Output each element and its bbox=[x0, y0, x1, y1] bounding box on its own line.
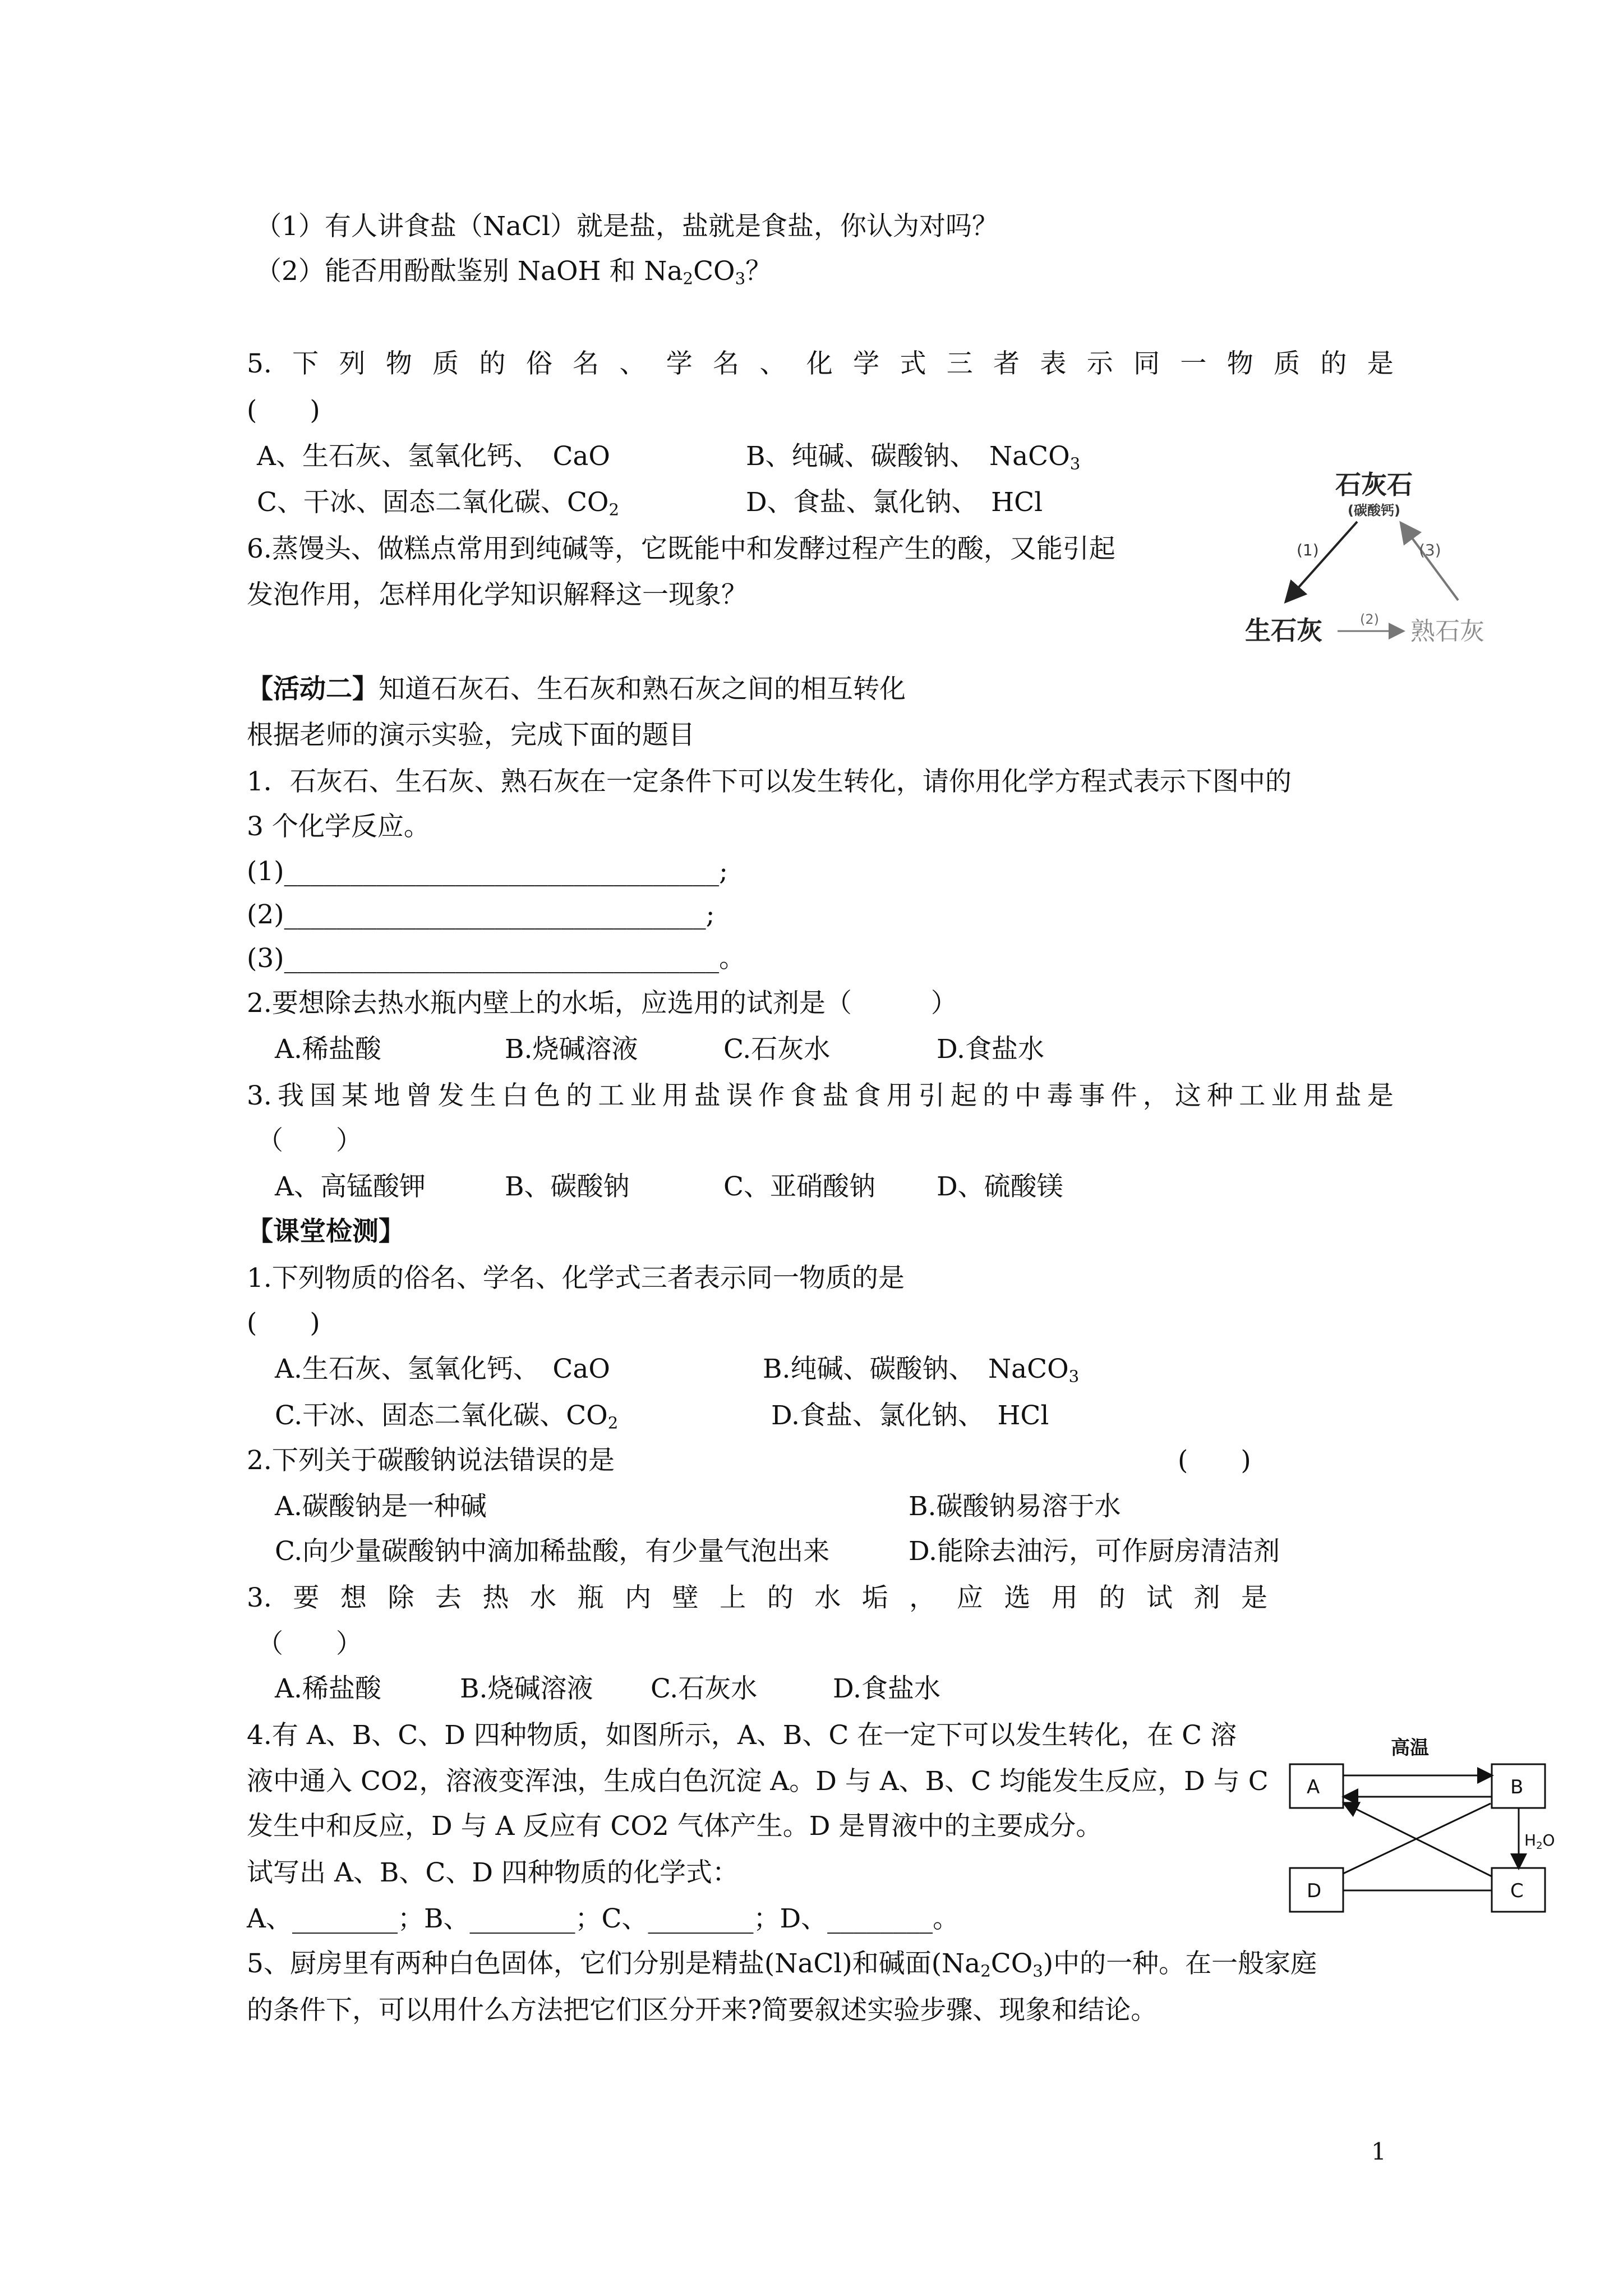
question-5-char: 是 bbox=[1367, 348, 1394, 379]
activity-2-q3-char: 食 bbox=[790, 1080, 817, 1111]
question-5-char: 质 bbox=[432, 348, 459, 379]
activity-2-q3-char: 是 bbox=[1367, 1080, 1394, 1111]
check-q4-line-3: 发生中和反应，D 与 A 反应有 CO2 气体产生。D 是胃液中的主要成分。 bbox=[247, 1811, 1103, 1842]
activity-2-q3-char: 白 bbox=[501, 1080, 528, 1111]
check-q3-char: 热 bbox=[482, 1582, 509, 1613]
node-b-label: B bbox=[1510, 1776, 1524, 1798]
high-temp-label: 高温 bbox=[1391, 1737, 1429, 1759]
activity-2-q3-char: 这 bbox=[1174, 1080, 1201, 1111]
check-q4-line-1: 4.有 A、B、C、D 四种物质，如图所示，A、B、C 在一定下可以发生转化，在 C 溶 bbox=[247, 1720, 1237, 1751]
activity-2-q3-char: 用 bbox=[1303, 1080, 1330, 1111]
check-q3-char: 想 bbox=[340, 1582, 367, 1613]
activity-2-q3-opt-d: D、硫酸镁 bbox=[937, 1171, 1063, 1202]
activity-2-q3-char: 事 bbox=[1078, 1080, 1105, 1111]
question-5-char: 质 bbox=[1274, 348, 1301, 379]
question-5-char: 学 bbox=[666, 348, 693, 379]
check-q5-line-1: 5、厨房里有两种白色固体，它们分别是精盐(NaCl)和碱面$(Na_2CO_3)$中的一种。在一般家庭 bbox=[247, 1948, 1317, 1981]
question-5-char: 俗 bbox=[525, 348, 552, 379]
question-5-char: 的 bbox=[1320, 348, 1347, 379]
check-q3-char: 是 bbox=[1241, 1582, 1267, 1613]
activity-2-q3-char: 发 bbox=[437, 1080, 464, 1111]
node-a-label: A bbox=[1307, 1776, 1320, 1798]
check-q5-line-2: 的条件下，可以用什么方法把它们区分开来?简要叙述实验步骤、现象和结论。 bbox=[247, 1995, 1158, 2026]
check-q3-char: ， bbox=[909, 1582, 936, 1613]
question-5-char: 表 bbox=[1040, 348, 1067, 379]
fig1-limestone: 石灰石 bbox=[1335, 470, 1413, 500]
abcd-relation-diagram bbox=[1284, 1731, 1581, 1930]
limestone-cycle-diagram bbox=[1234, 466, 1514, 668]
page-number: 1 bbox=[1371, 2138, 1386, 2165]
activity-2-q3-char: 业 bbox=[630, 1080, 657, 1111]
check-q2: 2.下列关于碳酸钠说法错误的是 bbox=[247, 1445, 615, 1476]
activity-2-q3-char: 曾 bbox=[405, 1080, 432, 1111]
check-q3-opt-b: B.烧碱溶液 bbox=[460, 1673, 593, 1704]
activity-2-q2-opt-a: A.稀盐酸 bbox=[275, 1034, 381, 1065]
check-q3-stem bbox=[247, 1582, 1267, 1613]
check-q3-opt-a: A.稀盐酸 bbox=[275, 1673, 381, 1704]
check-q2-opt-b: B.碳酸钠易溶于水 bbox=[909, 1491, 1121, 1522]
check-q1-paren: ( ) bbox=[247, 1308, 320, 1338]
question-5-char: 5. bbox=[247, 348, 272, 379]
activity-2-q3-char: 用 bbox=[886, 1080, 913, 1111]
question-5-char: 的 bbox=[479, 348, 506, 379]
check-q3-char: 去 bbox=[435, 1582, 462, 1613]
fig1-label-2: (2) bbox=[1360, 611, 1379, 627]
fig1-slaked-lime: 熟石灰 bbox=[1410, 617, 1484, 646]
activity-2-intro: 根据老师的演示实验，完成下面的题目 bbox=[247, 720, 695, 751]
activity-2-q3-char: 种 bbox=[1207, 1080, 1234, 1111]
check-q3-char: 壁 bbox=[672, 1582, 699, 1613]
option-a: A、生石灰、氢氧化钙、 CaO bbox=[257, 441, 610, 472]
check-q3-char: 水 bbox=[814, 1582, 841, 1613]
question-5-char: 名 bbox=[713, 348, 740, 379]
water-label: $H_2O$ bbox=[1524, 1831, 1555, 1852]
check-q1-opt-a: A.生石灰、氢氧化钙、 CaO bbox=[275, 1354, 610, 1384]
activity-2-q3-char: 用 bbox=[662, 1080, 689, 1111]
activity-2-heading: 【活动二】知道石灰石、生石灰和熟石灰之间的相互转化 bbox=[247, 674, 906, 705]
check-q3-char: 应 bbox=[956, 1582, 983, 1613]
activity-2-q2-opt-b: B.烧碱溶液 bbox=[505, 1034, 638, 1065]
check-q3-char: 的 bbox=[767, 1582, 794, 1613]
activity-2-q3-char: 的 bbox=[566, 1080, 593, 1111]
activity-2-q3-char: 地 bbox=[374, 1080, 400, 1111]
activity-2-q3-char: 业 bbox=[1271, 1080, 1298, 1111]
question-5-char: 物 bbox=[1227, 348, 1253, 379]
check-q3-opt-c: C.石灰水 bbox=[651, 1673, 758, 1704]
check-q2-opt-c: C.向少量碳酸钠中滴加稀盐酸，有少量气泡出来 bbox=[275, 1536, 830, 1567]
question-5-char: 列 bbox=[339, 348, 366, 379]
check-q3-char: 选 bbox=[1004, 1582, 1031, 1613]
activity-2-q2: 2.要想除去热水瓶内壁上的水垢，应选用的试剂是（ ） bbox=[247, 988, 957, 1019]
check-q1: 1.下列物质的俗名、学名、化学式三者表示同一物质的是 bbox=[247, 1263, 905, 1294]
question-5-char: 名 bbox=[573, 348, 600, 379]
check-q3-char: 内 bbox=[625, 1582, 652, 1613]
question-5-char: 一 bbox=[1180, 348, 1207, 379]
check-q3-char: 3. bbox=[247, 1582, 272, 1613]
question-5-char: 学 bbox=[853, 348, 880, 379]
question-5-char: 、 bbox=[619, 348, 646, 379]
option-b: B、纯碱、碳酸钠、 NaCO$_3$ bbox=[746, 441, 1081, 473]
fig1-label-1: (1) bbox=[1297, 541, 1319, 559]
activity-2-q3-char: 盐 bbox=[1335, 1080, 1362, 1111]
activity-2-q3-char: ， bbox=[1142, 1080, 1169, 1111]
activity-2-q3-char: 引 bbox=[918, 1080, 945, 1111]
activity-2-q3-paren: （ ） bbox=[257, 1125, 362, 1156]
question-6-line-1: 6.蒸馒头、做糕点常用到纯碱等，它既能中和发酵过程产生的酸，又能引起 bbox=[247, 533, 1115, 564]
question-5-char: 下 bbox=[292, 348, 319, 379]
check-q3-char: 要 bbox=[293, 1582, 320, 1613]
activity-2-q3-char: 某 bbox=[342, 1080, 368, 1111]
check-q3-char: 用 bbox=[1051, 1582, 1078, 1613]
check-q3-opt-d: D.食盐水 bbox=[833, 1673, 940, 1704]
check-q3-char: 除 bbox=[388, 1582, 414, 1613]
check-q3-char: 剂 bbox=[1193, 1582, 1220, 1613]
check-q1-opt-d: D.食盐、氯化钠、 HCl bbox=[771, 1400, 1049, 1431]
node-c-label: C bbox=[1510, 1880, 1524, 1902]
class-check-heading: 【课堂检测】 bbox=[247, 1216, 405, 1247]
equation-blank-3[interactable]: (3)_________________________________。 bbox=[247, 943, 746, 974]
activity-2-q3-char: 中 bbox=[1015, 1080, 1041, 1111]
check-q1-opt-b: B.纯碱、碳酸钠、 NaCO$_3$ bbox=[763, 1354, 1080, 1386]
check-q3-char: 水 bbox=[530, 1582, 557, 1613]
activity-2-q3-char: 国 bbox=[310, 1080, 336, 1111]
fig1-quicklime: 生石灰 bbox=[1245, 615, 1322, 646]
check-q3-paren: （ ） bbox=[257, 1628, 362, 1659]
question-5-char: 示 bbox=[1086, 348, 1113, 379]
question-5-char: 式 bbox=[900, 348, 926, 379]
activity-2-q3-char: 色 bbox=[534, 1080, 561, 1111]
check-q2-opt-a: A.碳酸钠是一种碱 bbox=[275, 1491, 487, 1522]
check-q3-char: 垢 bbox=[861, 1582, 888, 1613]
activity-2-q1-line-1: 1．石灰石、生石灰、熟石灰在一定条件下可以发生转化，请你用化学方程式表示下图中的 bbox=[247, 766, 1292, 797]
activity-2-q2-opt-d: D.食盐水 bbox=[937, 1034, 1044, 1065]
fig1-limestone-note: (碳酸钙) bbox=[1348, 503, 1400, 518]
arrow-1 bbox=[1287, 522, 1357, 600]
equation-blank-1[interactable]: (1)_________________________________; bbox=[247, 856, 728, 887]
activity-2-q3-char: 的 bbox=[983, 1080, 1009, 1111]
activity-2-q3-char: 工 bbox=[598, 1080, 625, 1111]
activity-2-q3-char: 作 bbox=[758, 1080, 785, 1111]
check-q4-line-4: 试写出 A、B、C、D 四种物质的化学式： bbox=[247, 1857, 739, 1888]
activity-2-q3-char: 食 bbox=[854, 1080, 881, 1111]
check-q3-char: 瓶 bbox=[577, 1582, 604, 1613]
activity-2-q2-opt-c: C.石灰水 bbox=[723, 1034, 831, 1065]
question-5-char: 同 bbox=[1133, 348, 1160, 379]
node-d-label: D bbox=[1307, 1880, 1322, 1902]
activity-2-q3-char: 生 bbox=[469, 1080, 496, 1111]
activity-2-q3-char: 误 bbox=[726, 1080, 753, 1111]
activity-2-q3-char: 件 bbox=[1110, 1080, 1137, 1111]
question-5-char: 三 bbox=[946, 348, 973, 379]
activity-2-q3-stem bbox=[247, 1080, 1394, 1111]
option-d: D、食盐、氯化钠、 HCl bbox=[746, 487, 1043, 518]
option-c: C、干冰、固态二氧化碳、$CO_2$ bbox=[257, 487, 619, 519]
check-q3-char: 的 bbox=[1099, 1582, 1126, 1613]
activity-2-q3-char: 工 bbox=[1239, 1080, 1266, 1111]
check-q3-char: 试 bbox=[1146, 1582, 1173, 1613]
question-5-char: 、 bbox=[759, 348, 786, 379]
activity-2-q3-char: 我 bbox=[277, 1080, 304, 1111]
activity-2-q3-opt-b: B、碳酸钠 bbox=[505, 1171, 630, 1202]
check-q2-paren: ( ) bbox=[1178, 1445, 1251, 1476]
activity-2-q3-char: 3. bbox=[247, 1080, 272, 1111]
check-q4-line-2: 液中通入 CO2，溶液变浑浊，生成白色沉淀 A。D 与 A、B、C 均能发生反应，D 与 C bbox=[247, 1766, 1269, 1797]
check-q2-opt-d: D.能除去油污，可作厨房清洁剂 bbox=[909, 1536, 1280, 1567]
activity-2-q3-char: 起 bbox=[950, 1080, 977, 1111]
activity-2-q1-line-2: 3 个化学反应。 bbox=[247, 811, 430, 842]
question-6-line-2: 发泡作用，怎样用化学知识解释这一现象？ bbox=[247, 579, 748, 610]
activity-2-q3-char: 盐 bbox=[822, 1080, 849, 1111]
question-salt-2: （2）能否用酚酞鉴别 NaOH 和 $Na_2CO_3$？ bbox=[255, 256, 772, 288]
question-5-stem bbox=[247, 348, 1394, 379]
check-q1-opt-c: C.干冰、固态二氧化碳、$CO_2$ bbox=[275, 1400, 619, 1433]
activity-2-q3-char: 盐 bbox=[694, 1080, 721, 1111]
equation-blank-2[interactable]: (2)________________________________; bbox=[247, 899, 715, 930]
question-5-char: 化 bbox=[806, 348, 833, 379]
activity-2-q3-opt-c: C、亚硝酸钠 bbox=[723, 1171, 875, 1202]
check-q4-blanks[interactable]: A、________；B、________；C、________；D、________。 bbox=[247, 1903, 960, 1934]
question-5-char: 者 bbox=[993, 348, 1020, 379]
arrow-3 bbox=[1402, 524, 1458, 600]
question-salt-1: （1）有人讲食盐（NaCl）就是盐，盐就是食盐，你认为对吗？ bbox=[255, 211, 999, 242]
question-5-char: 物 bbox=[385, 348, 412, 379]
arrow-c-to-a bbox=[1345, 1803, 1492, 1876]
activity-2-q3-opt-a: A、高锰酸钾 bbox=[275, 1171, 426, 1202]
fig1-label-3: (3) bbox=[1419, 541, 1441, 559]
activity-2-q3-char: 毒 bbox=[1046, 1080, 1073, 1111]
check-q3-char: 上 bbox=[720, 1582, 746, 1613]
question-5-paren: ( ) bbox=[247, 395, 320, 426]
